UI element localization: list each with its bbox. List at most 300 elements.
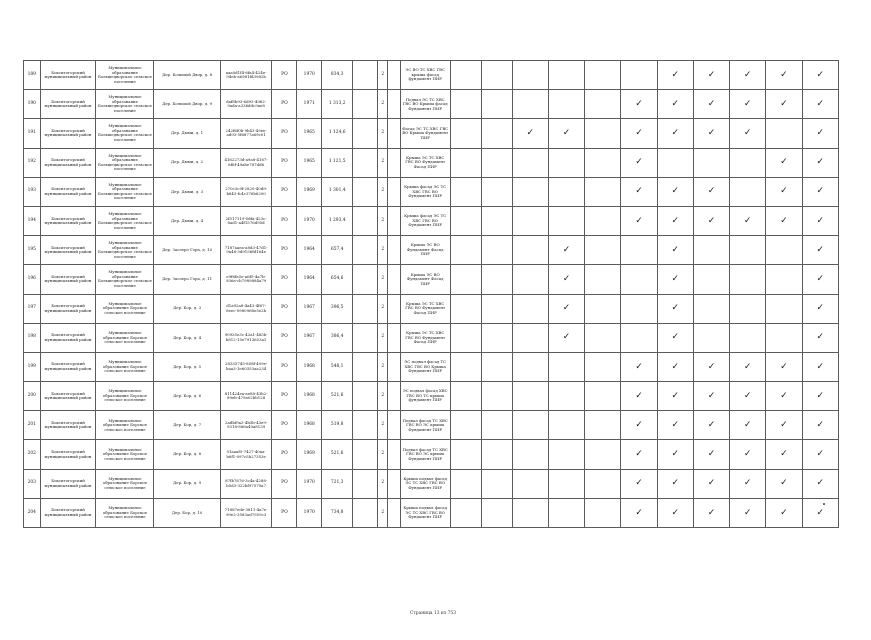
year-built-cell: 1965 <box>297 148 322 177</box>
settlement-cell: Муниципальное образование Большедворское сельское поселение <box>96 177 154 206</box>
check-mark-cell: ✓ <box>657 265 693 294</box>
building-guid-cell: daf8b93-6d93-4962-9ada-a336ddc9ae8 <box>220 90 272 119</box>
owner-cell: РО <box>272 265 297 294</box>
row-number-cell: 197 <box>24 294 41 323</box>
empty-check-cell <box>512 440 548 469</box>
check-mark-cell: ✓ <box>730 382 766 411</box>
empty-cell <box>388 148 400 177</box>
check-mark-cell: ✓ <box>730 206 766 235</box>
building-guid-cell: 242f6f0b-9b43-49ee-ad93-5f6877a69c01 <box>220 119 272 148</box>
empty-check-cell <box>621 61 657 90</box>
empty-check-cell <box>481 61 512 90</box>
check-mark-cell: ✓ <box>693 498 729 527</box>
check-mark-cell: ✓ <box>693 352 729 381</box>
check-mark-cell: ✓ <box>802 294 838 323</box>
empty-check-cell <box>450 440 481 469</box>
address-cell: Дер. Дыми, д. 1 <box>154 119 220 148</box>
works-list-cell: Подвал фасад ТС ХВС ГВС ВО ЭС крыша Фундамент ПИР <box>400 411 450 440</box>
building-guid-cell: 91aaaf5-7427-40aa-b6f1-097c5b27353e <box>220 440 272 469</box>
empty-cell <box>353 382 378 411</box>
empty-check-cell <box>450 469 481 498</box>
settlement-cell: Муниципальное образование Борское сельское поселение <box>96 382 154 411</box>
settlement-cell: Муниципальное образование Большедворское сельское поселение <box>96 148 154 177</box>
check-mark-cell: ✓ <box>621 177 657 206</box>
empty-check-cell <box>450 265 481 294</box>
table-row <box>24 294 839 323</box>
area-cell: 1 301,4 <box>322 177 353 206</box>
empty-check-cell <box>450 411 481 440</box>
check-mark-cell: ✓ <box>657 90 693 119</box>
check-mark-cell: ✓ <box>802 469 838 498</box>
year-built-cell: 1969 <box>297 440 322 469</box>
empty-cell <box>388 294 400 323</box>
empty-cell <box>388 265 400 294</box>
owner-cell: РО <box>272 382 297 411</box>
area-cell: 1 293,4 <box>322 206 353 235</box>
building-guid-cell: aaa0d1f4-6fa4-424e-94eb-a6981fd3982b <box>220 61 272 90</box>
area-cell: 386,4 <box>322 323 353 352</box>
year-built-cell: 1964 <box>297 265 322 294</box>
settlement-cell: Муниципальное образование Борское сельское поселение <box>96 411 154 440</box>
floors-cell: 2 <box>378 469 388 498</box>
empty-check-cell <box>512 498 548 527</box>
check-mark-cell: ✓ <box>548 294 584 323</box>
address-cell: Дер. Заозеро Гора, д. 11 <box>154 265 220 294</box>
floors-cell: 2 <box>378 236 388 265</box>
empty-check-cell <box>585 90 621 119</box>
check-mark-cell: ✓ <box>766 90 802 119</box>
check-mark-cell: ✓ <box>730 119 766 148</box>
check-mark-cell: ✓ <box>730 90 766 119</box>
address-cell: Дер. Дыми, д. 2 <box>154 148 220 177</box>
empty-cell <box>388 323 400 352</box>
floors-cell: 2 <box>378 323 388 352</box>
check-mark-cell: ✓ <box>802 440 838 469</box>
district-cell: Бокситогорский муниципальный район <box>40 177 96 206</box>
works-list-cell: Фасад ЭС ТС ХВС ГВС ВО Крыша Фундамент ПИР <box>400 119 450 148</box>
check-mark-cell: ✓ <box>766 352 802 381</box>
address-cell: Дер. Бор, д. 5 <box>154 352 220 381</box>
empty-check-cell <box>450 90 481 119</box>
empty-check-cell <box>585 294 621 323</box>
area-cell: 654,6 <box>322 265 353 294</box>
address-cell: Дер. Бор, д. 6 <box>154 382 220 411</box>
check-mark-cell: ✓ <box>693 440 729 469</box>
row-number-cell: 193 <box>24 177 41 206</box>
floors-cell: 2 <box>378 498 388 527</box>
empty-check-cell <box>730 265 766 294</box>
check-mark-cell: ✓ <box>548 265 584 294</box>
district-cell: Бокситогорский муниципальный район <box>40 148 96 177</box>
empty-check-cell <box>450 177 481 206</box>
check-mark-cell: ✓ <box>766 440 802 469</box>
empty-check-cell <box>585 440 621 469</box>
empty-check-cell <box>693 148 729 177</box>
check-mark-cell: ✓ <box>657 382 693 411</box>
floors-cell: 2 <box>378 382 388 411</box>
check-mark-cell: ✓ <box>621 469 657 498</box>
row-number-cell: 189 <box>24 61 41 90</box>
building-guid-cell: d1a92a8-4a43-4f67-8eec-0980968e5e2b <box>220 294 272 323</box>
check-mark-cell: ✓ <box>548 323 584 352</box>
empty-check-cell <box>585 148 621 177</box>
check-mark-cell: ✓ <box>548 119 584 148</box>
empty-check-cell <box>481 411 512 440</box>
district-cell: Бокситогорский муниципальный район <box>40 498 96 527</box>
empty-cell <box>388 411 400 440</box>
empty-check-cell <box>450 148 481 177</box>
row-number-cell: 199 <box>24 352 41 381</box>
settlement-cell: Муниципальное образование Борское сельское поселение <box>96 352 154 381</box>
empty-check-cell <box>693 294 729 323</box>
area-cell: 721,3 <box>322 469 353 498</box>
address-cell: Дер. Большой Двор, д. 9 <box>154 90 220 119</box>
works-list-cell: Крыша ЭС ТС ХВС ГВС ВО Фундамент Фасад ПИР <box>400 294 450 323</box>
district-cell: Бокситогорский муниципальный район <box>40 382 96 411</box>
building-guid-cell: 7187aaea-a8d3-47d1-9a48-3d9156fd164e <box>220 236 272 265</box>
empty-check-cell <box>621 236 657 265</box>
table-row <box>24 90 839 119</box>
table-row <box>24 382 839 411</box>
empty-cell <box>353 177 378 206</box>
empty-cell <box>388 498 400 527</box>
empty-check-cell <box>766 236 802 265</box>
year-built-cell: 1970 <box>297 498 322 527</box>
empty-check-cell <box>585 236 621 265</box>
year-built-cell: 1967 <box>297 323 322 352</box>
empty-check-cell <box>481 177 512 206</box>
check-mark-cell: ✓ <box>657 498 693 527</box>
check-mark-cell: ✓ <box>621 119 657 148</box>
check-mark-cell: ✓ <box>693 469 729 498</box>
building-guid-cell: 90935e3c-42a1-485b-b812-15e7913653a1 <box>220 323 272 352</box>
settlement-cell: Муниципальное образование Большедворское сельское поселение <box>96 236 154 265</box>
empty-check-cell <box>450 294 481 323</box>
row-number-cell: 196 <box>24 265 41 294</box>
works-list-cell: Крыша ЭС ВО Фундамент Фасад ПИР <box>400 236 450 265</box>
check-mark-cell: ✓ <box>730 469 766 498</box>
works-list-cell: Крыша фасад ЭС ТС ХВС ГВС ВО Фундамент ПИР <box>400 177 450 206</box>
floors-cell: 2 <box>378 294 388 323</box>
address-cell: Дер. Дыми, д. 4 <box>154 206 220 235</box>
settlement-cell: Муниципальное образование Большедворское сельское поселение <box>96 61 154 90</box>
owner-cell: РО <box>272 90 297 119</box>
row-number-cell: 192 <box>24 148 41 177</box>
owner-cell: РО <box>272 206 297 235</box>
area-cell: 1 121,5 <box>322 148 353 177</box>
check-mark-cell: ✓ <box>621 411 657 440</box>
check-mark-cell: ✓ <box>621 206 657 235</box>
settlement-cell: Муниципальное образование Борское сельское поселение <box>96 323 154 352</box>
empty-check-cell <box>450 119 481 148</box>
empty-check-cell <box>548 382 584 411</box>
table-row <box>24 206 839 235</box>
area-cell: 519,8 <box>322 411 353 440</box>
check-mark-cell: ✓ <box>730 498 766 527</box>
building-guid-cell: e9f6fa5e-a6f5-4a7b-936a-cb7989884a79 <box>220 265 272 294</box>
year-built-cell: 1969 <box>297 177 322 206</box>
empty-check-cell <box>621 323 657 352</box>
empty-cell <box>388 236 400 265</box>
check-mark-cell: ✓ <box>693 411 729 440</box>
empty-check-cell <box>450 382 481 411</box>
works-list-cell: ЭС подвал фасад ХВС ГВС ВО ТС крыша фундамент ПИР <box>400 382 450 411</box>
district-cell: Бокситогорский муниципальный район <box>40 206 96 235</box>
table-row <box>24 236 839 265</box>
district-cell: Бокситогорский муниципальный район <box>40 469 96 498</box>
check-mark-cell: ✓ <box>693 61 729 90</box>
empty-cell <box>353 411 378 440</box>
check-mark-cell: ✓ <box>766 206 802 235</box>
building-guid-cell: 71887ede-3811-4a7e-99e2-3583ad7959c3 <box>220 498 272 527</box>
address-cell: Дер. Бор, д. 8 <box>154 440 220 469</box>
owner-cell: РО <box>272 148 297 177</box>
empty-cell <box>353 265 378 294</box>
empty-check-cell <box>512 177 548 206</box>
empty-check-cell <box>450 61 481 90</box>
empty-check-cell <box>450 236 481 265</box>
district-cell: Бокситогорский муниципальный район <box>40 352 96 381</box>
empty-check-cell <box>693 236 729 265</box>
works-list-cell: Крыша фасад ЭС ТС ХВС ГВС ВО Фундамент ПИР <box>400 206 450 235</box>
works-list-cell: Подвал ЭС ТС ХВС ГВС ВО Крыша фасад Фундамент ПИР <box>400 90 450 119</box>
check-mark-cell: ✓ <box>730 440 766 469</box>
check-mark-cell: ✓ <box>766 61 802 90</box>
owner-cell: РО <box>272 61 297 90</box>
check-mark-cell: ✓ <box>766 382 802 411</box>
address-cell: Дер. Заозеро Гора, д. 10 <box>154 236 220 265</box>
empty-check-cell <box>548 206 584 235</box>
empty-cell <box>353 469 378 498</box>
empty-check-cell <box>766 119 802 148</box>
empty-check-cell <box>481 352 512 381</box>
empty-check-cell <box>766 294 802 323</box>
check-mark-cell: ✓ <box>657 206 693 235</box>
check-mark-cell: ✓ <box>730 411 766 440</box>
check-mark-cell: ✓ <box>657 411 693 440</box>
owner-cell: РО <box>272 177 297 206</box>
empty-check-cell <box>548 469 584 498</box>
empty-cell <box>388 382 400 411</box>
check-mark-cell: ✓ <box>766 411 802 440</box>
owner-cell: РО <box>272 469 297 498</box>
building-guid-cell: 811424ea-ae88-43b2-89eb-479a02bb128 <box>220 382 272 411</box>
empty-check-cell <box>512 294 548 323</box>
area-cell: 521,6 <box>322 440 353 469</box>
district-cell: Бокситогорский муниципальный район <box>40 90 96 119</box>
settlement-cell: Муниципальное образование Борское сельское поселение <box>96 469 154 498</box>
empty-check-cell <box>730 148 766 177</box>
check-mark-cell: ✓ <box>657 323 693 352</box>
empty-check-cell <box>585 498 621 527</box>
empty-check-cell <box>585 177 621 206</box>
works-list-cell: Крыша ЭС ТС ХВС ГВС ВО Фундамент Фасад ПИР <box>400 323 450 352</box>
table-row <box>24 119 839 148</box>
empty-check-cell <box>450 206 481 235</box>
check-mark-cell: ✓ <box>621 148 657 177</box>
empty-cell <box>388 119 400 148</box>
empty-cell <box>353 352 378 381</box>
district-cell: Бокситогорский муниципальный район <box>40 61 96 90</box>
empty-cell <box>353 236 378 265</box>
empty-check-cell <box>512 206 548 235</box>
empty-check-cell <box>548 177 584 206</box>
empty-cell <box>353 61 378 90</box>
check-mark-cell: ✓ <box>802 206 838 235</box>
empty-check-cell <box>512 90 548 119</box>
row-number-cell: 202 <box>24 440 41 469</box>
floors-cell: 2 <box>378 90 388 119</box>
check-mark-cell: ✓ <box>657 469 693 498</box>
empty-cell <box>388 90 400 119</box>
floors-cell: 2 <box>378 177 388 206</box>
area-cell: 657,4 <box>322 236 353 265</box>
empty-check-cell <box>585 206 621 235</box>
table-row <box>24 177 839 206</box>
settlement-cell: Муниципальное образование Борское сельское поселение <box>96 440 154 469</box>
empty-check-cell <box>693 323 729 352</box>
works-list-cell: ЭС подвал фасад ТС ХВС ГВС ВО Крыша Фундамент ПИР <box>400 352 450 381</box>
row-number-cell: 200 <box>24 382 41 411</box>
district-cell: Бокситогорский муниципальный район <box>40 294 96 323</box>
page-number-footer: Страница 13 из 753 <box>410 611 456 616</box>
owner-cell: РО <box>272 236 297 265</box>
check-mark-cell: ✓ <box>802 148 838 177</box>
empty-check-cell <box>585 265 621 294</box>
district-cell: Бокситогорский муниципальный район <box>40 411 96 440</box>
empty-check-cell <box>693 265 729 294</box>
district-cell: Бокситогорский муниципальный район <box>40 236 96 265</box>
table-row <box>24 148 839 177</box>
district-cell: Бокситогорский муниципальный район <box>40 119 96 148</box>
area-cell: 396,5 <box>322 294 353 323</box>
empty-check-cell <box>481 236 512 265</box>
owner-cell: РО <box>272 440 297 469</box>
empty-cell <box>353 119 378 148</box>
empty-cell <box>388 469 400 498</box>
works-list-cell: Крыша ЭС ВО Фундамент Фасад ПИР <box>400 265 450 294</box>
empty-check-cell <box>481 265 512 294</box>
empty-check-cell <box>481 148 512 177</box>
empty-check-cell <box>481 119 512 148</box>
empty-check-cell <box>585 119 621 148</box>
scan-speck <box>823 503 825 505</box>
check-mark-cell: ✓ <box>802 236 838 265</box>
works-list-cell: Крыша ЭС ТС ХВС ГВС ВО Фундамент Фасад ПИР <box>400 148 450 177</box>
check-mark-cell: ✓ <box>657 177 693 206</box>
check-mark-cell: ✓ <box>657 61 693 90</box>
empty-check-cell <box>548 148 584 177</box>
floors-cell: 2 <box>378 265 388 294</box>
check-mark-cell: ✓ <box>657 294 693 323</box>
check-mark-cell: ✓ <box>657 352 693 381</box>
works-list-cell: ЭС ВО ТС ХВС ГВС крыша фасад фундамент ПИР <box>400 61 450 90</box>
floors-cell: 2 <box>378 440 388 469</box>
table-row <box>24 265 839 294</box>
row-number-cell: 204 <box>24 498 41 527</box>
year-built-cell: 1970 <box>297 206 322 235</box>
empty-check-cell <box>481 206 512 235</box>
year-built-cell: 1968 <box>297 411 322 440</box>
empty-cell <box>388 177 400 206</box>
housing-register-table <box>23 60 839 528</box>
empty-cell <box>353 148 378 177</box>
floors-cell: 2 <box>378 206 388 235</box>
district-cell: Бокситогорский муниципальный район <box>40 323 96 352</box>
works-list-cell: Крыша подвал фасад ЭС ТС ХВС ГВС ВО Фундамент ПИР <box>400 498 450 527</box>
table-row <box>24 323 839 352</box>
address-cell: Дер. Большой Двор, д. 8 <box>154 61 220 90</box>
empty-check-cell <box>730 294 766 323</box>
table-row <box>24 498 839 527</box>
check-mark-cell: ✓ <box>802 90 838 119</box>
building-guid-cell: 2adbf9a3-4b5b-43e9-9318-886a49a8139 <box>220 411 272 440</box>
empty-check-cell <box>450 323 481 352</box>
building-guid-cell: 270c3c9f-2820-40d9-b843-fc4c376b6200 <box>220 177 272 206</box>
check-mark-cell: ✓ <box>802 323 838 352</box>
settlement-cell: Муниципальное образование Борское сельское поселение <box>96 498 154 527</box>
empty-check-cell <box>585 323 621 352</box>
year-built-cell: 1968 <box>297 352 322 381</box>
building-guid-cell: 28335745-858f-409e-baa3-1e60353aa234 <box>220 352 272 381</box>
empty-check-cell <box>548 90 584 119</box>
check-mark-cell: ✓ <box>512 119 548 148</box>
empty-cell <box>388 440 400 469</box>
building-guid-cell: 87fb7676-3c4a-4288-b5d3-322bf97579a7 <box>220 469 272 498</box>
empty-check-cell <box>548 352 584 381</box>
year-built-cell: 1970 <box>297 469 322 498</box>
empty-check-cell <box>621 294 657 323</box>
check-mark-cell: ✓ <box>766 148 802 177</box>
table-row <box>24 440 839 469</box>
check-mark-cell: ✓ <box>802 119 838 148</box>
year-built-cell: 1968 <box>297 382 322 411</box>
year-built-cell: 1970 <box>297 61 322 90</box>
empty-check-cell <box>512 323 548 352</box>
table-row <box>24 411 839 440</box>
empty-cell <box>388 352 400 381</box>
empty-check-cell <box>585 382 621 411</box>
check-mark-cell: ✓ <box>693 90 729 119</box>
check-mark-cell: ✓ <box>802 352 838 381</box>
check-mark-cell: ✓ <box>621 498 657 527</box>
check-mark-cell: ✓ <box>657 119 693 148</box>
row-number-cell: 203 <box>24 469 41 498</box>
check-mark-cell: ✓ <box>766 469 802 498</box>
empty-check-cell <box>621 265 657 294</box>
row-number-cell: 201 <box>24 411 41 440</box>
address-cell: Дер. Бор, д. 3 <box>154 294 220 323</box>
check-mark-cell: ✓ <box>730 352 766 381</box>
empty-check-cell <box>512 411 548 440</box>
row-number-cell: 190 <box>24 90 41 119</box>
empty-cell <box>353 498 378 527</box>
area-cell: 834,3 <box>322 61 353 90</box>
empty-check-cell <box>512 61 548 90</box>
empty-check-cell <box>730 177 766 206</box>
check-mark-cell: ✓ <box>657 236 693 265</box>
empty-check-cell <box>481 382 512 411</box>
works-list-cell: Крыша подвал фасад ЭС ТС ХВС ГВС ВО Фундамент ПИР <box>400 469 450 498</box>
empty-check-cell <box>512 382 548 411</box>
area-cell: 1 313,2 <box>322 90 353 119</box>
empty-check-cell <box>730 323 766 352</box>
empty-check-cell <box>481 469 512 498</box>
year-built-cell: 1964 <box>297 236 322 265</box>
row-number-cell: 191 <box>24 119 41 148</box>
table-row <box>24 352 839 381</box>
check-mark-cell: ✓ <box>693 119 729 148</box>
